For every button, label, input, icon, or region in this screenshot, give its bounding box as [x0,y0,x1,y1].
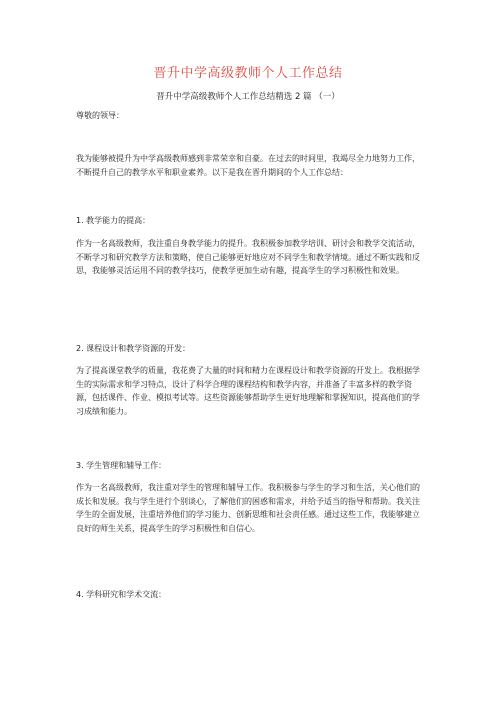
greeting-text: 尊敬的领导： [76,111,124,120]
section-4-heading: 4. 学科研究和学术交流： [76,590,167,599]
section-2-heading: 2. 课程设计和教学资源的开发： [76,344,191,353]
intro-paragraph [76,152,426,179]
section-3-heading: 3. 学生管理和辅导工作： [76,461,167,470]
document-subtitle: 晋升中学高级教师个人工作总结精选 2 篇 （一） [156,92,340,102]
section-1-body [76,237,426,278]
section-3-body [76,481,426,535]
section-2-body [76,364,426,418]
document-title: 晋升中学高级教师个人工作总结 [153,66,343,81]
section-2-text: 为了提高课堂教学的质量，我花费了大量的时间和精力在课程设计和教学资源的开发上。我根据学生的实际需求和学习特点，设计了科学合理的课程结构和教学内容，并准备了丰富多样的教学资源，包括课件、作业、模拟考试等。这些资源能够帮助学生更好地理解和掌握知识，提高他们的学习成绩和能力。 [76,366,420,416]
section-3-text: 作为一名高级教师，我注重对学生的管理和辅导工作。我积极参与学生的学习和生活，关心他们的成长和发展。我与学生进行个别谈心，了解他们的困惑和需求，并给予适当的指导和帮助。我关注学生的全面发展，注重培养他们的学习能力、创新思维和社会责任感。通过这些工作，我能够建立良好的师生关系，提高学生的学习积极性和自信心。 [76,483,420,533]
section-1-heading: 1. 教学能力的提高： [76,216,151,225]
section-1-text: 作为一名高级教师，我注重自身教学能力的提升。我积极参加教学培训、研讨会和教学交流活动，不断学习和研究教学方法和策略，使自己能够更好地应对不同学生和教学情境。通过不断实践和反思，我能够灵活运用不同的教学技巧，使教学更加生动有趣，提高学生的学习积极性和效果。 [76,239,420,276]
intro-text: 我为能够被提升为中学高级教师感到非常荣幸和自豪。在过去的时间里，我竭尽全力地努力工作，不断提升自己的教学水平和职业素养。以下是我在晋升期间的个人工作总结： [76,154,420,177]
greeting [76,109,426,123]
